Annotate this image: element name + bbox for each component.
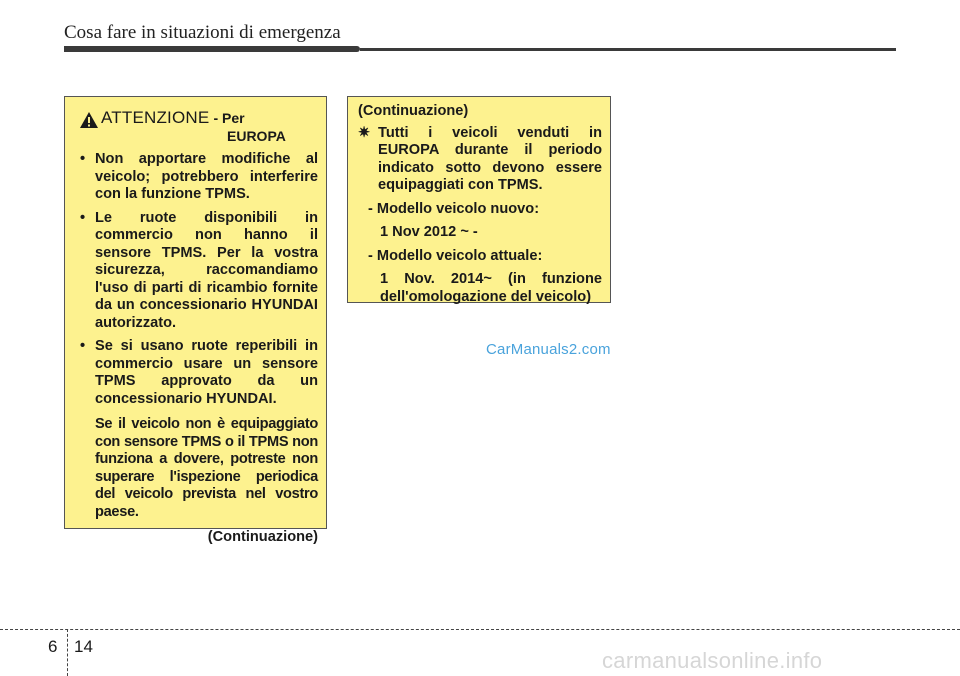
warning-triangle-icon	[79, 111, 99, 129]
warning-heading	[75, 109, 318, 145]
watermark-text: CarManuals2.com	[486, 341, 611, 358]
header-rule-thin	[360, 48, 896, 51]
warning-heading-suffix: - Per	[213, 110, 245, 126]
page-number: 14	[74, 637, 93, 656]
new-model-value: 1 Nov 2012 ~ -	[380, 224, 478, 240]
star-note-text: Tutti i veicoli venduti in EUROPA durante il periodo indicato sotto devono essere equipaggiati con TPMS.	[378, 124, 602, 193]
new-model-label: - Modello veicolo nuovo:	[368, 200, 540, 217]
site-footer-text: carmanualsonline.info	[602, 648, 823, 673]
warning-heading-region: EUROPA	[227, 128, 286, 144]
warning-heading-text: ATTENZIONE	[101, 108, 210, 127]
warning-bullet: • Se si usano ruote reperibili in commercio usare un sensore TPMS approvato da un concessionario HYUNDAI.	[75, 338, 318, 408]
star-icon: ✷	[358, 124, 371, 141]
footer-rule	[0, 629, 960, 630]
warning-bullet: • Le ruote disponibili in commercio non hanno il sensore TPMS. Per la vostra sicurezza, raccomandiamo l'uso di parti di ricambio fornite da un concessionario HYUNDAI autorizzato.	[75, 210, 318, 333]
warning-paragraph: Se il veicolo non è equipaggiato con sensore TPMS o il TPMS non funziona a dovere, potreste non superare l'ispezione periodica del veicolo prevista nel vostro paese.	[95, 416, 318, 520]
star-note	[358, 125, 602, 195]
warning-box	[64, 96, 327, 545]
current-model-value: 1 Nov. 2014~ (in funzione dell'omologazione del veicolo)	[380, 271, 602, 305]
page-title: Cosa fare in situazioni di emergenza	[64, 22, 341, 43]
header-rule-thick	[64, 46, 360, 52]
continuation-heading: (Continuazione)	[358, 103, 469, 119]
continuation-box	[347, 96, 611, 303]
section-number: 6	[48, 637, 58, 656]
continued-label: (Continuazione)	[207, 529, 318, 545]
current-model-label: - Modello veicolo attuale:	[368, 247, 543, 264]
warning-bullet: • Non apportare modifiche al veicolo; potrebbero interferire con la funzione TPMS.	[75, 151, 318, 204]
footer-divider	[67, 629, 68, 676]
